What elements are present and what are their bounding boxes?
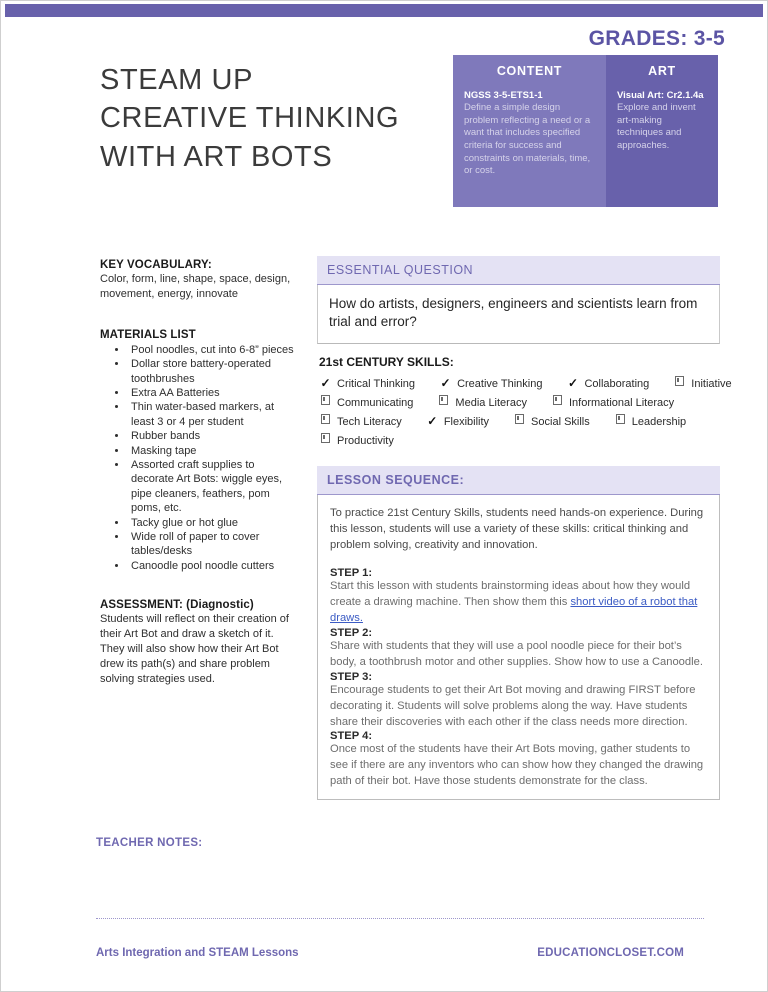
standards-column-art: [606, 55, 718, 207]
material-item: • Extra AA Batteries: [128, 386, 300, 400]
skill-checkbox-item[interactable]: [437, 396, 527, 409]
skill-row: [319, 396, 718, 409]
skill-checkbox-item[interactable]: [319, 396, 413, 409]
material-item: • Wide roll of paper to cover tables/desks: [128, 530, 300, 559]
step-text: Encourage students to get their Art Bot moving and drawing FIRST before decorating it. Students will solve problems along the way. Have students share their discoveries with each other if the class needs more direction.: [330, 683, 696, 728]
lesson-sequence-band: LESSON SEQUENCE:: [317, 466, 720, 495]
essential-question-band: ESSENTIAL QUESTION: [317, 256, 720, 285]
skill-row: [319, 434, 718, 447]
step-text: Share with students that they will use a pool noodle piece for their bot’s body, a toothbrush motor and other supplies. Show how to use a Canoodle.: [330, 639, 703, 668]
skill-checkbox-item[interactable]: [513, 415, 590, 428]
material-item: • Thin water-based markers, at least 3 or 4 per student: [128, 400, 300, 429]
lesson-sequence-box: [317, 495, 720, 800]
checkmark-icon: ✓: [567, 376, 578, 391]
key-vocabulary-text: Color, form, line, shape, space, design, movement, energy, innovate: [100, 273, 291, 300]
grades-label: GRADES: 3-5: [588, 27, 725, 50]
document-header: [1, 23, 767, 223]
standards-content-text: Define a simple design problem reflecting a need or a want that includes specified criteria for success and constraints on materials, time, or cost.: [464, 102, 591, 177]
materials-section: [100, 329, 300, 574]
step-text: Start this lesson with students brainstorming ideas about how they would create a drawing machine. Then show them this short video of a robot that draws.: [330, 580, 698, 624]
empty-checkbox-icon: [513, 414, 526, 427]
top-accent-bar: [5, 4, 763, 17]
checkmark-icon: ✓: [440, 376, 451, 391]
skill-checkbox-item[interactable]: [319, 376, 415, 390]
step-label: STEP 3:: [330, 670, 373, 683]
standards-table: [453, 55, 718, 207]
skill-row: [319, 376, 732, 391]
checkmark-icon: ✓: [427, 414, 438, 429]
sidebar: [100, 259, 300, 686]
page-title: [100, 61, 450, 176]
empty-checkbox-icon: [673, 376, 686, 389]
skill-label: Initiative: [691, 378, 732, 391]
footer-website: EDUCATIONCLOSET.COM: [537, 947, 684, 959]
page-title-line-1: STEAM UP: [100, 64, 254, 96]
skill-label: Flexibility: [443, 416, 490, 429]
key-vocabulary-section: [100, 259, 300, 302]
century-skills-section: [317, 344, 732, 458]
footer-tagline: Arts Integration and STEAM Lessons: [96, 947, 299, 959]
skill-label: Informational Literacy: [568, 396, 675, 409]
main-content: [317, 256, 732, 800]
empty-checkbox-icon: [437, 395, 450, 408]
step-label: STEP 2:: [330, 626, 373, 639]
skill-label: Creative Thinking: [457, 378, 543, 391]
skill-label: Collaborating: [584, 378, 650, 391]
skill-checkbox-item[interactable]: [439, 376, 542, 390]
lesson-steps: [330, 567, 707, 790]
skill-label: Media Literacy: [455, 396, 527, 409]
empty-checkbox-icon: [551, 395, 564, 408]
standards-art-code: Visual Art: Cr2.1.4a: [617, 90, 704, 101]
skill-checkbox-item[interactable]: [319, 434, 394, 447]
skill-checkbox-item[interactable]: [673, 377, 731, 390]
assessment-text: Students will reflect on their creation of their Art Bot and draw a sketch of it. They will also show how their Art Bot drew its path(s) and share problem solving strategies used.: [100, 613, 289, 685]
material-item: • Rubber bands: [128, 429, 300, 443]
empty-checkbox-icon: [319, 395, 332, 408]
skill-checkbox-item[interactable]: [551, 396, 674, 409]
page-title-line-2: CREATIVE THINKING: [100, 102, 400, 135]
material-item: • Masking tape: [128, 444, 300, 458]
assessment-heading: ASSESSMENT: (Diagnostic): [100, 599, 254, 612]
skill-label: Social Skills: [531, 416, 590, 429]
materials-heading: MATERIALS LIST: [100, 328, 196, 341]
lesson-intro-text: To practice 21st Century Skills, students need hands-on experience. During this lesson, students will use a variety of these skills: critical thinking and problem solving, creativity and innovation.: [330, 507, 704, 552]
essential-question-box: [317, 285, 720, 344]
skill-label: Productivity: [337, 434, 394, 447]
skill-row: [319, 414, 718, 428]
footer-divider: [96, 918, 704, 919]
standards-column-content: [453, 55, 606, 207]
skill-label: Tech Literacy: [337, 416, 402, 429]
page-title-line-3: WITH ART BOTS: [100, 140, 333, 173]
material-item: • Pool noodles, cut into 6-8” pieces: [128, 343, 300, 357]
empty-checkbox-icon: [614, 414, 627, 427]
step-text: Once most of the students have their Art Bots moving, gather students to see if there are any inventors who can show how they changed the drawing path of their bot. Have those students demonstrate for the class.: [330, 743, 704, 788]
step-label: STEP 4:: [330, 730, 373, 743]
material-item: • Dollar store battery-operated toothbrushes: [128, 357, 300, 386]
assessment-section: [100, 599, 300, 686]
skill-checkbox-item[interactable]: [426, 414, 489, 428]
century-skills-rows: [319, 376, 732, 447]
skill-label: Leadership: [631, 416, 687, 429]
skill-checkbox-item[interactable]: [566, 376, 649, 390]
step-label: STEP 1:: [330, 567, 373, 580]
material-item: • Tacky glue or hot glue: [128, 516, 300, 530]
standards-content-heading: CONTENT: [496, 64, 563, 78]
empty-checkbox-icon: [319, 433, 332, 446]
teacher-notes-heading: TEACHER NOTES:: [96, 837, 203, 849]
material-item: • Canoodle pool noodle cutters: [128, 559, 300, 573]
empty-checkbox-icon: [319, 414, 332, 427]
essential-question-text: How do artists, designers, engineers and scientists learn from trial and error?: [329, 296, 698, 330]
standards-art-heading: ART: [648, 64, 676, 78]
skill-label: Critical Thinking: [337, 378, 416, 391]
step-link[interactable]: short video of a robot that draws.: [330, 596, 698, 624]
materials-list: [100, 343, 300, 574]
checkmark-icon: ✓: [320, 376, 331, 391]
standards-art-text: Explore and invent art-making techniques and approaches.: [617, 102, 696, 152]
century-skills-heading: 21st CENTURY SKILLS:: [319, 355, 454, 370]
page-footer: [96, 947, 704, 959]
material-item: • Assorted craft supplies to decorate Art Bots: wiggle eyes, pipe cleaners, feathers, pom poms, etc.: [128, 458, 300, 516]
skill-label: Communicating: [337, 396, 414, 409]
skill-checkbox-item[interactable]: [319, 415, 402, 428]
standards-content-code: NGSS 3-5-ETS1-1: [464, 90, 543, 101]
key-vocabulary-heading: KEY VOCABULARY:: [100, 259, 212, 271]
skill-checkbox-item[interactable]: [614, 415, 686, 428]
